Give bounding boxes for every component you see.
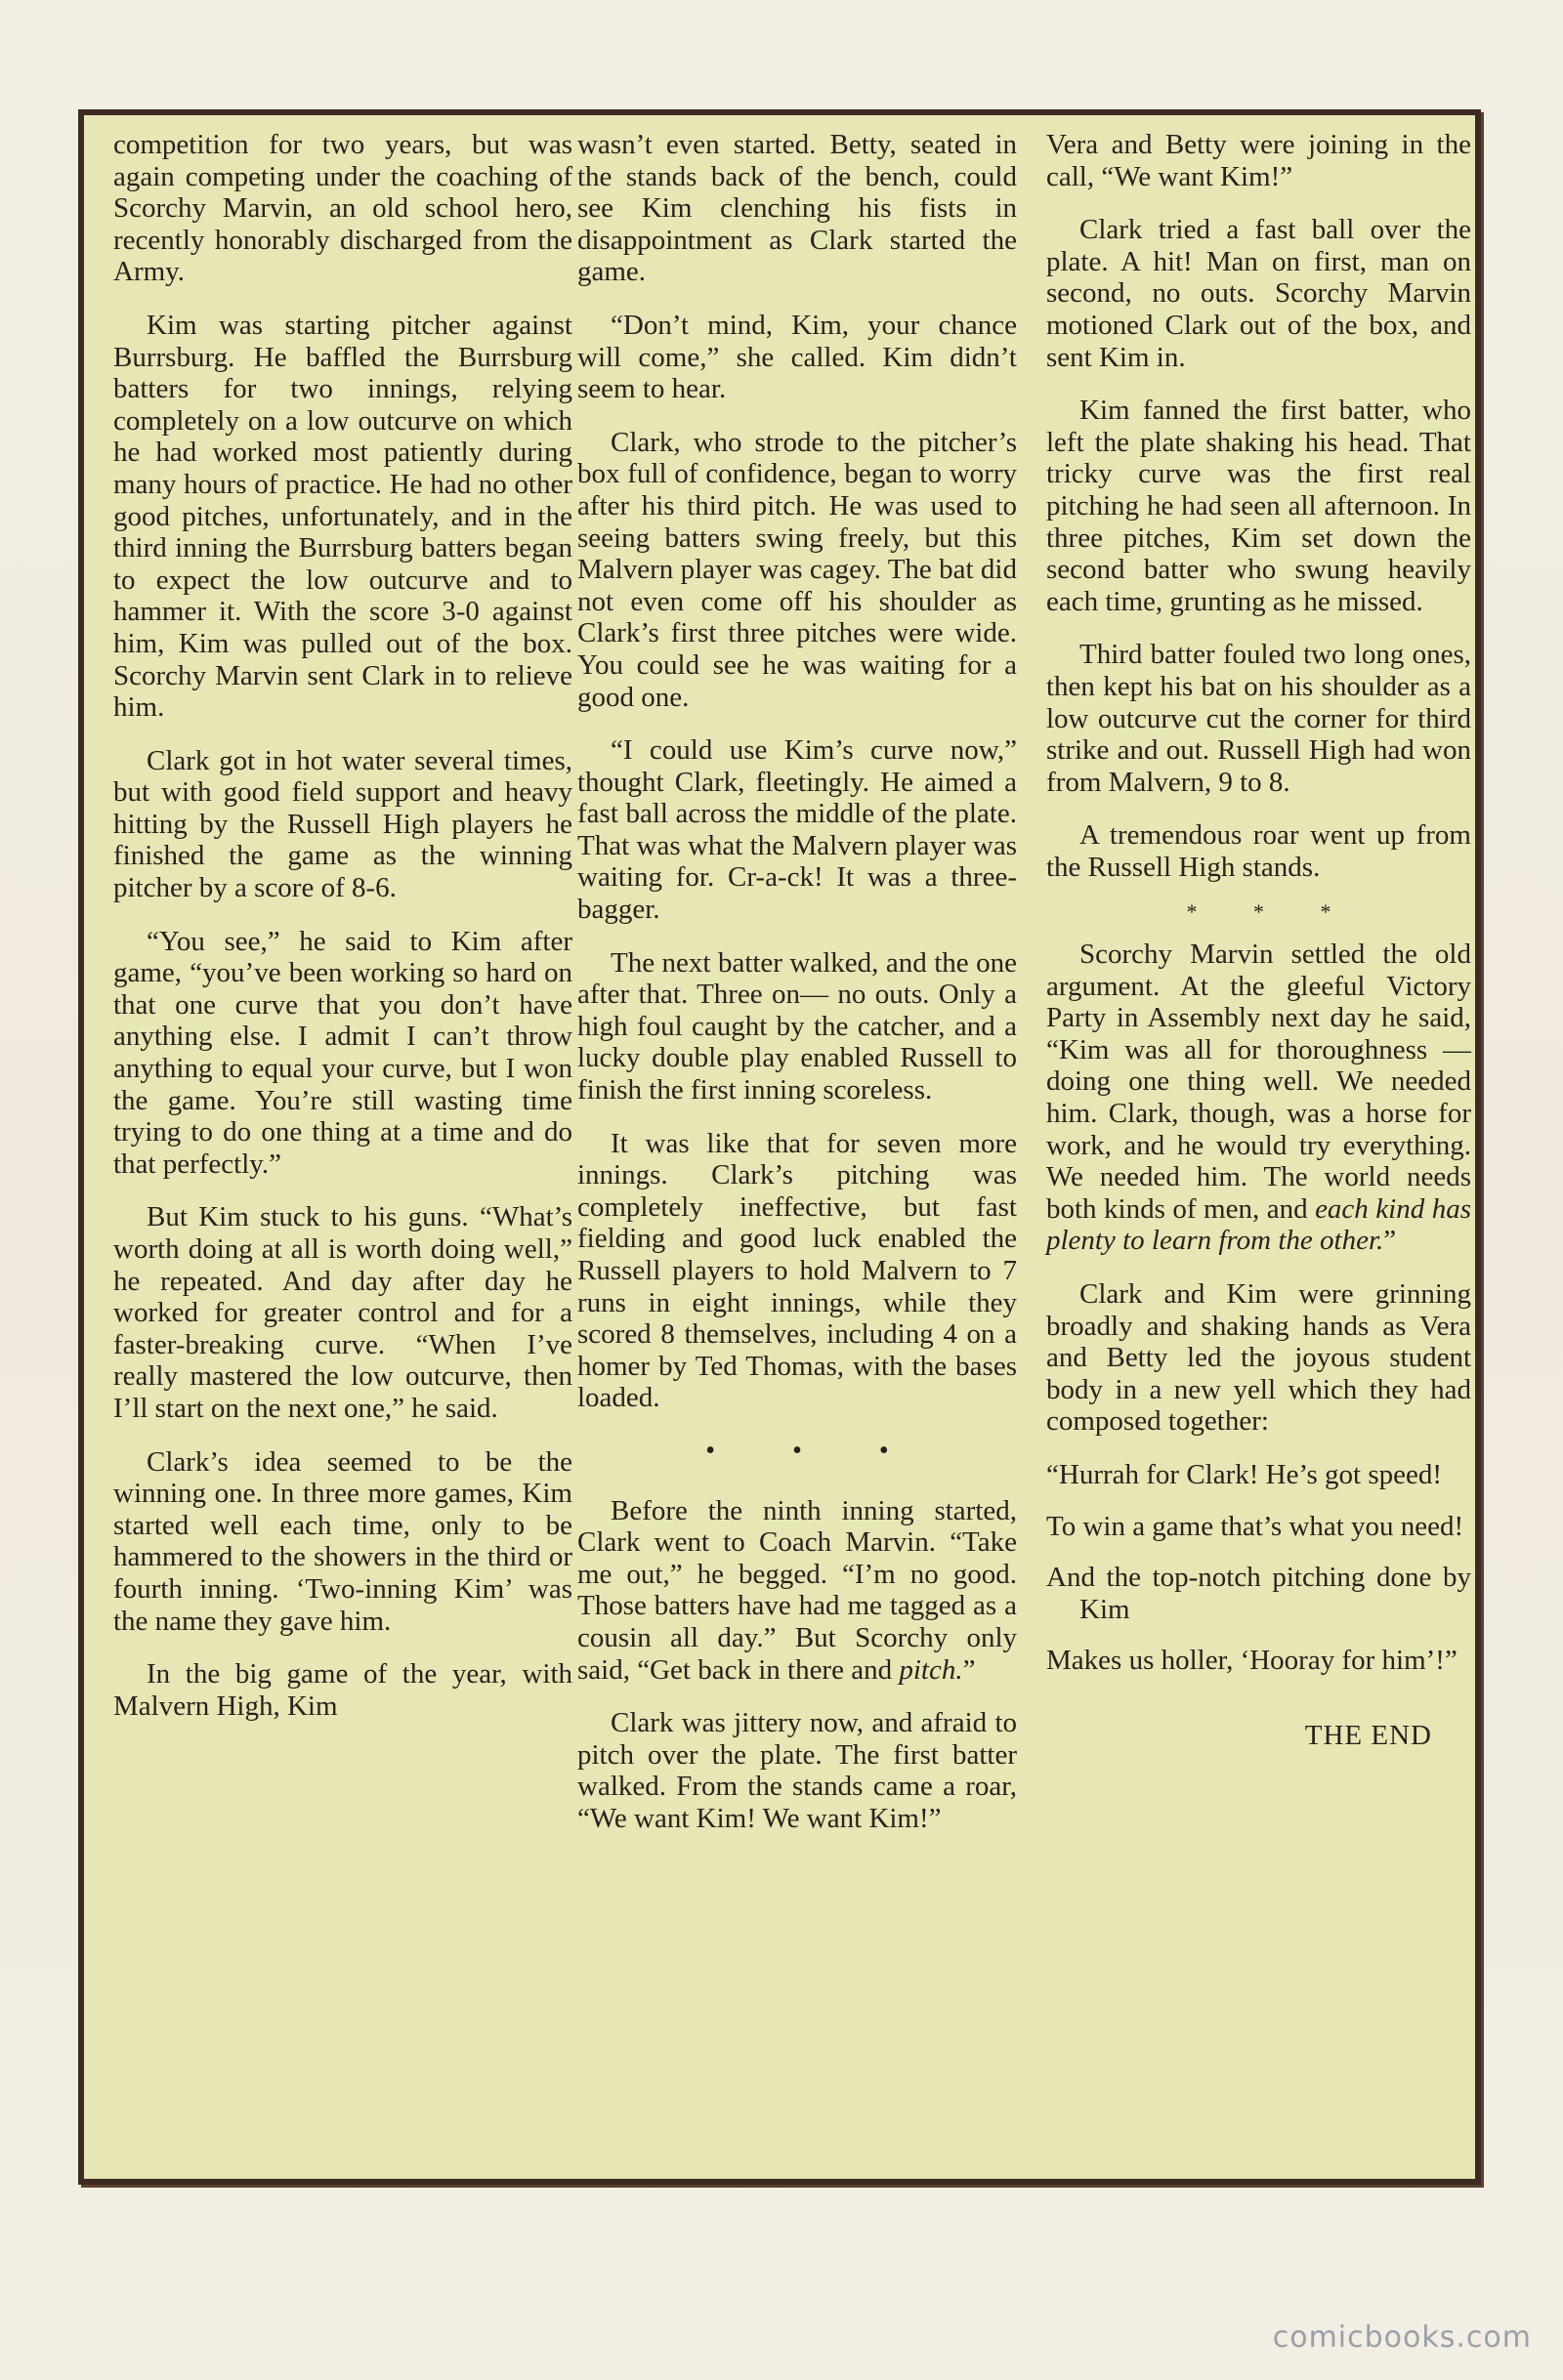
paragraph: Clark and Kim were grinning broadly and shaking hands as Vera and Betty led the joyous student body in a new yell which they had composed together: <box>1046 1278 1471 1438</box>
paragraph: Clark was jittery now, and afraid to pitch over the plate. The first batter walked. From the stands came a roar, “We want Kim! We want Kim!” <box>577 1707 1017 1834</box>
paragraph: Clark, who strode to the pitcher’s box full of confidence, began to worry after his third pitch. He was used to seeing batters swing freely, but this Malvern player was cagey. The bat did not even come off his shoulder as Clark’s first three pitches were wide. You could see he was waiting for a good one. <box>577 426 1017 713</box>
the-end-label: THE END <box>1304 1719 1432 1751</box>
text-column-3 <box>1046 129 1471 2170</box>
paragraph: Third batter fouled two long ones, then kept his bat on his shoulder as a low outcurve cut the corner for third strike and out. Russell High had won from Malvern, 9 to 8. <box>1046 639 1471 798</box>
cheer-line: Makes us holler, ‘Hooray for him’!” <box>1046 1645 1457 1677</box>
paragraph: In the big game of the year, with Malvern High, Kim <box>113 1658 572 1722</box>
paragraph: wasn’t even started. Betty, seated in the stands back of the bench, could see Kim clenching his fists in disappointment as Clark started the game. <box>577 129 1017 288</box>
paragraph: Clark’s idea seemed to be the winning one. In three more games, Kim started well each time, only to be hammered to the showers in the third or fourth inning. ‘Two-inning Kim’ was the name they gave him. <box>113 1445 572 1637</box>
paragraph: Clark tried a fast ball over the plate. A hit! Man on first, man on second, no outs. Scorchy Marvin motioned Clark out of the box, and sent Kim in. <box>1046 214 1471 373</box>
section-break-dots: • • • <box>705 1435 924 1466</box>
section-break-asterisks: * * * <box>1186 899 1357 925</box>
text-column-2 <box>577 129 1017 2170</box>
paragraph: Vera and Betty were joining in the call, “We want Kim!” <box>1046 129 1471 192</box>
cheer-line: And the top-notch pitching done by Kim <box>1046 1562 1471 1625</box>
site-watermark: comicbooks.com <box>1272 2320 1532 2355</box>
paragraph: A tremendous roar went up from the Russell High stands. <box>1046 819 1471 883</box>
cheer-line: “Hurrah for Clark! He’s got speed! <box>1046 1458 1443 1490</box>
text-column-1 <box>113 129 572 2170</box>
paragraph: Kim was starting pitcher against Burrsburg. He baffled the Burrsburg batters for two innings, relying completely on a low outcurve on which he had worked most patiently during many hours of practice. He had no other good pitches, unfortunately, and in the third inning the Burrsburg batters began to expect the low outcurve and to hammer it. With the score 3-0 against him, Kim was pulled out of the box. Scorchy Marvin sent Clark in to relieve him. <box>113 309 572 724</box>
paragraph: Clark got in hot water several times, but with good field support and heavy hitting by the Russell High players he finished the game as the winning pitcher by a score of 8-6. <box>113 744 572 904</box>
paragraph: “Don’t mind, Kim, your chance will come,” she called. Kim didn’t seem to hear. <box>577 309 1017 405</box>
story-text-frame <box>78 109 1481 2185</box>
paragraph: The next batter walked, and the one after that. Three on— no outs. Only a high foul caught by the catcher, and a lucky double play enabled Russell to finish the first inning scoreless. <box>577 946 1017 1106</box>
cheer-line: To win a game that’s what you need! <box>1046 1510 1464 1542</box>
paragraph: But Kim stuck to his guns. “What’s worth doing at all is worth doing well,” he repeated. And day after day he worked for greater control and for a faster-breaking curve. “When I’ve really mastered the low outcurve, then I’ll start on the next one,” he said. <box>113 1201 572 1424</box>
paragraph: It was like that for seven more innings. Clark’s pitching was completely ineffective, but fast fielding and good luck enabled the Russell players to hold Malvern to 7 runs in eight innings, while they scored 8 themselves, including 4 on a homer by Ted Thomas, with the bases loaded. <box>577 1127 1017 1414</box>
paragraph: Before the ninth inning started, Clark went to Coach Marvin. “Take me out,” he begged. “I’m no good. Those batters have had me tagged as a cousin all day.” But Scorchy only said, “Get back in there and pitch.” <box>577 1494 1017 1686</box>
paragraph: Kim fanned the first batter, who left the plate shaking his head. That tricky curve was the first real pitching he had seen all afternoon. In three pitches, Kim set down the second batter who swung heavily each time, grunting as he missed. <box>1046 395 1471 617</box>
paragraph: Scorchy Marvin settled the old argument. At the gleeful Victory Party in Assembly next day he said, “Kim was all for thoroughness — doing one thing well. We needed him. Clark, though, was a horse for work, and he would try everything. We needed him. The world needs both kinds of men, and each kind has plenty to learn from the other.” <box>1046 939 1471 1257</box>
paragraph: “I could use Kim’s curve now,” thought Clark, fleetingly. He aimed a fast ball across the middle of the plate. That was what the Malvern player was waiting for. Cr-a-ck! It was a three-bagger. <box>577 734 1017 926</box>
paragraph: “You see,” he said to Kim after game, “you’ve been working so hard on that one curve that you don’t have anything else. I admit I can’t throw anything to equal your curve, but I won the game. You’re still wasting time trying to do one thing at a time and do that perfectly.” <box>113 925 572 1180</box>
paragraph: competition for two years, but was again competing under the coaching of Scorchy Marvin, an old school hero, recently honorably discharged from the Army. <box>113 129 572 288</box>
